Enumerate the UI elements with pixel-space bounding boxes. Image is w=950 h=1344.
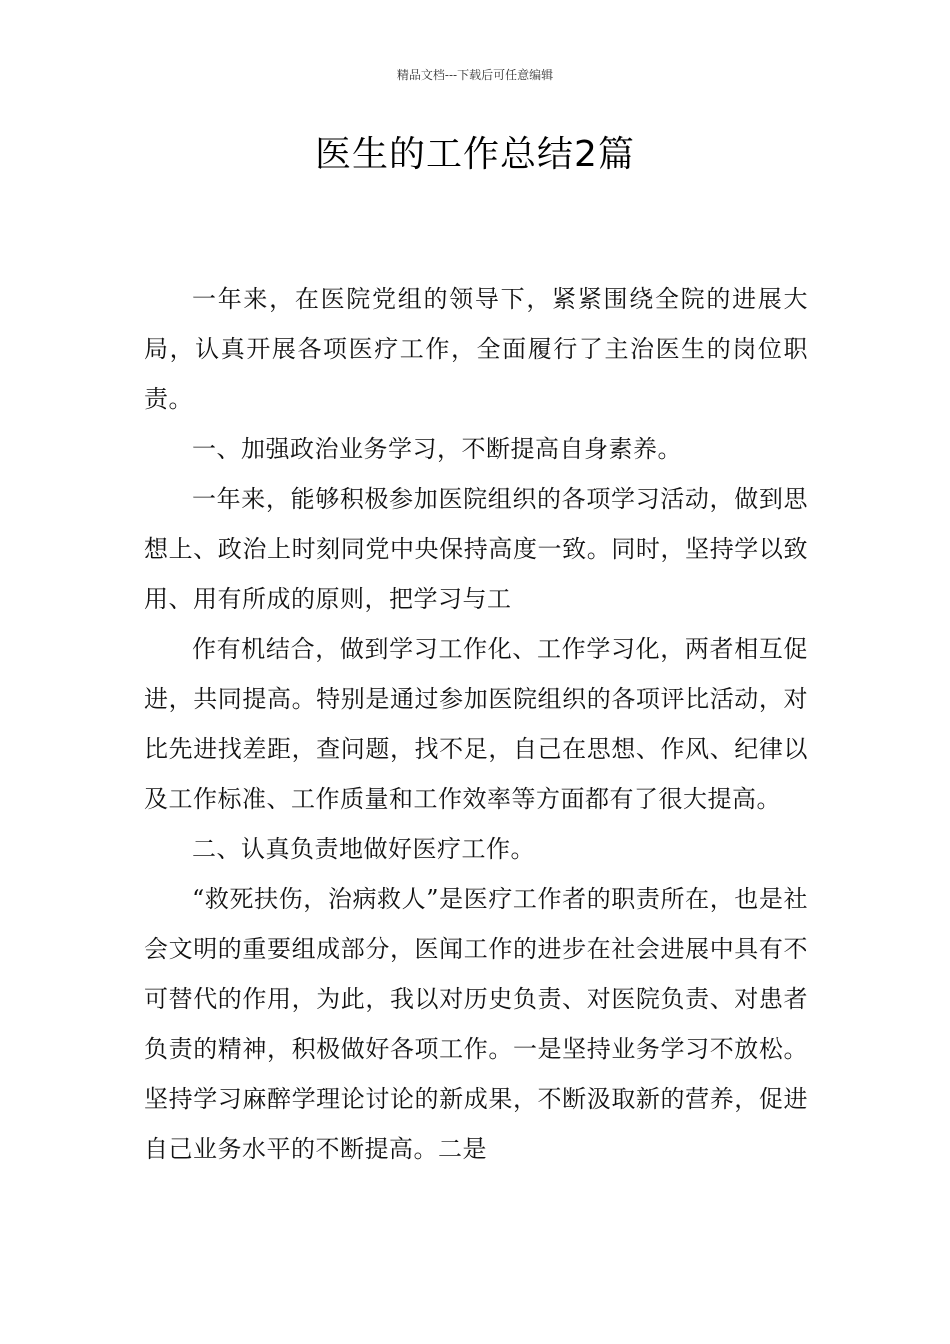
paragraph-section-1-continued: 作有机结合，做到学习工作化、工作学习化，两者相互促进，共同提高。特别是通过参加医院组织的各项评比活动，对比先进找差距，查问题，找不足，自己在思想、作风、纪律以及工作标准、工作质量和工作效率等方面都有了很大提高。	[144, 635, 808, 813]
document-title: 医生的工作总结2篇	[315, 134, 635, 175]
paragraph-section-2-body: “救死扶伤，治病救人”是医疗工作者的职责所在，也是社会文明的重要组成部分，医闻工作的进步在社会进展中具有不可替代的作用，为此，我以对历史负责、对医院负责、对患者负责的精神，积极做好各项工作。一是坚持业务学习不放松。坚持学习麻醉学理论讨论的新成果，不断汲取新的营养，促进自己业务水平的不断提高。二是	[144, 885, 808, 1163]
paragraph-section-1-heading: 一、加强政治业务学习，不断提高自身素养。	[192, 435, 682, 463]
header-note: 精品文档---下载后可任意编辑	[396, 68, 554, 82]
paragraph-section-1-body: 一年来，能够积极参加医院组织的各项学习活动，做到思想上、政治上时刻同党中央保持高度一致。同时，坚持学以致用、用有所成的原则，把学习与工	[144, 485, 808, 613]
paragraph-intro: 一年来，在医院党组的领导下，紧紧围绕全院的进展大局，认真开展各项医疗工作，全面履行了主治医生的岗位职责。	[144, 285, 808, 413]
document-body	[144, 274, 808, 1174]
paragraph-section-2-heading: 二、认真负责地做好医疗工作。	[192, 835, 535, 863]
